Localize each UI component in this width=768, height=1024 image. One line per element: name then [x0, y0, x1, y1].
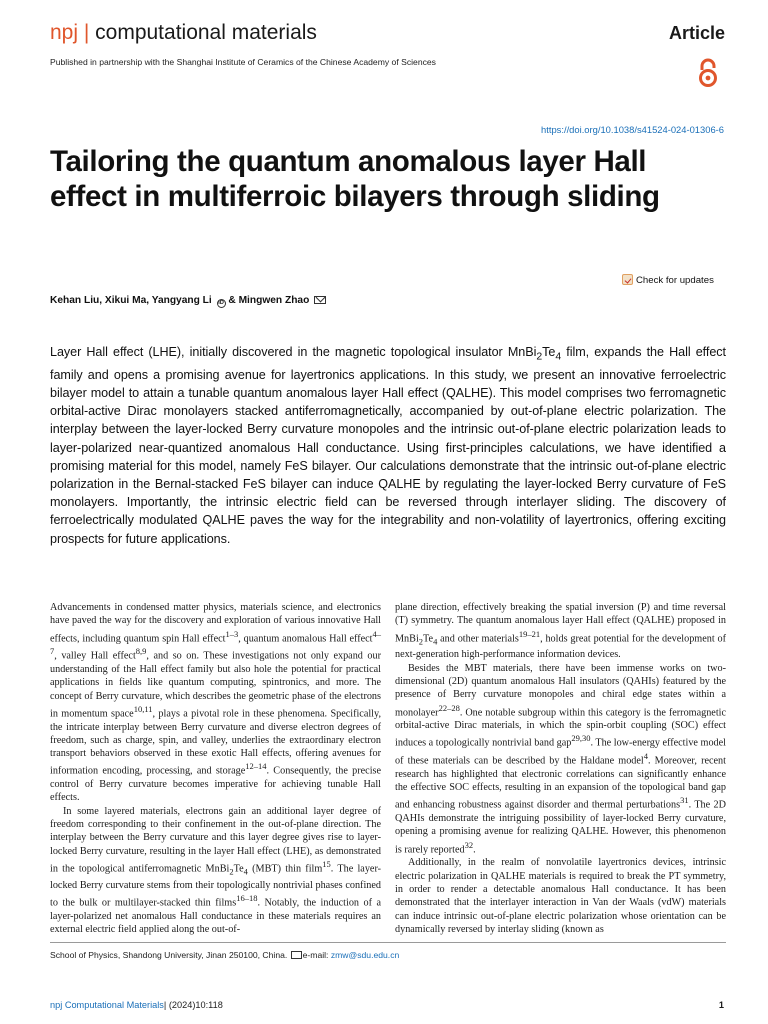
check-for-updates-label: Check for updates [636, 275, 714, 286]
page-footer [50, 1000, 223, 1010]
author-list [50, 295, 326, 308]
check-for-updates-icon [622, 274, 633, 285]
citation-ref[interactable]: 1–3 [225, 628, 239, 639]
abstract-text: Layer Hall effect (LHE), initially discovered in the magnetic topological insulator MnBi [50, 345, 537, 359]
footer-journal-link[interactable]: npj Computational Materials [50, 1000, 164, 1010]
orcid-icon[interactable]: iD [218, 300, 224, 306]
email-label: e-mail: [302, 950, 331, 960]
citation-ref[interactable]: 19–21 [518, 628, 541, 639]
citation-ref[interactable]: 22–28 [438, 702, 460, 713]
journal-header [50, 20, 725, 50]
journal-separator: | [78, 21, 96, 44]
body-paragraph: plane direction, effectively breaking the spatial inversion (P) and time reversal (T) symmetry. The quantum anomalous layer Hall effect (QALHE) proposed in $MnBi_2Te_4$ and other materials$^{19-21}$, holds great potential for the development of next-generation high-performance information devices. [395, 602, 726, 661]
email-icon[interactable] [314, 296, 326, 304]
body-paragraph: In some layered materials, electrons gain an additional layer degree of freedom corresponding to their confinement in the out-of-plane direction. The interplay between the Berry curvature and this layer degree gives rise to layer-locked Berry curvature, resulting in the layer Hall effect (LHE), as demonstrated in the topological antiferromagnetic $MnBi_2Te_4$ (MBT) thin film$^{15}$. The layer-locked Berry curvature stems from their topologically nontrivial phases confined to the bulk or multilayer-stacked thin films$^{16-18}$. Notably, the induction of a layer-polarized net anomalous Hall conductance in these materials requires an external electric field applied along the out-of- [50, 805, 382, 935]
article-title: Tailoring the quantum anomalous layer Hall effect in multiferroic bilayers through sliding [50, 145, 660, 213]
email-link[interactable]: zmw@sdu.edu.cn [330, 950, 400, 960]
body-paragraph: Additionally, in the realm of nonvolatile layertronics devices, intrinsic electric polarization in QALHE materials is required to break the PT symmetry, in order to render a detectable anomalous Hall conductance. It has been demonstrated that the interlayer interaction in Van der Waals (vdW) materials can induce intrinsic out-of-plane electric polarization whose orientation can be dynamically reversed by interlay sliding (known as [395, 857, 726, 935]
partnership-statement: Published in partnership with the Shanghai Institute of Ceramics of the Chinese Academy of Sciences [50, 57, 436, 67]
subscript: 2 [536, 350, 543, 363]
citation-ref[interactable]: 10,11 [133, 703, 153, 714]
footer-separator: | [163, 1000, 169, 1010]
journal-name[interactable] [50, 20, 317, 46]
npj-logo-text: npj [50, 21, 79, 44]
doi-link[interactable]: https://doi.org/10.1038/s41524-024-01306-6 [541, 124, 724, 135]
page-number: 1 [718, 1000, 724, 1010]
abstract-text: film, expands the Hall effect family and opens a promising avenue for layertronics applications. In this study, we present an innovative ferroelectric bilayer model to attain a tunable quantum anomalous layer Hall effect (QALHE). This model comprises two ferromagnetic orbital-active Dirac monolayers stacked antiferromagnetically, accompanied by out-of-plane electric polarization. The interplay between the layer-locked Berry curvature monopoles and the intrinsic out-of-plane electric polarization leads to layer-polarized near-quantized anomalous Hall conductance. Using first-principles calculations, we have identified a promising material for this model, namely FeS bilayer. Our calculations demonstrate that the intrinsic out-of-plane electric polarization in the Bernal-stacked FeS bilayer can induce QALHE by regulating the layer-locked Berry curvature of FeS monolayers. Importantly, the intrinsic electric field can be reversed through interlayer sliding. The discovery of ferroelectrically modulated QALHE paves the way for the integrability and non-volatility of layertronics, offering exciting prospects for future applications. [50, 345, 726, 546]
citation-ref[interactable]: 4 [643, 751, 648, 762]
citation-ref[interactable]: 12–14 [245, 761, 267, 772]
citation-ref[interactable]: 8,9 [135, 646, 147, 657]
body-column-left [50, 601, 381, 936]
citation-ref[interactable]: 4–7 [50, 628, 381, 657]
citation-ref[interactable]: 31 [680, 795, 689, 806]
citation-ref[interactable]: 29,30 [571, 733, 591, 744]
journal-title: computational materials [95, 21, 317, 44]
body-paragraph: Besides the MBT materials, there have been immense works on two-dimensional (2D) quantum anomalous Hall insulators (QAHIs) featured by the presence of Berry curvature monopoles and chiral edge states within a monolayer$^{22-28}$. One notable subgroup within this category is the ferromagnetic orbital-active Dirac materials, in which the spin-orbit coupling (SOC) effect induces a topologically nontrivial band gap$^{29,30}$. The low-energy effective model of these materials can be described by the Haldane model$^4$. Moreover, recent research has highlighted that electronic correlations can significantly enhance the effective SOC effects, resulting in an expansion of the topological band gap and enhancing robustness against disorder and thermal perturbations$^{31}$. The 2D QAHIs demonstrate the intriguing possibility of layer-locked Berry curvature, opening a promising avenue for realizing QALHE. However, this phenomenon is rarely reported$^{32}$. [395, 662, 726, 856]
footer-citation: (2024)10:118 [168, 1000, 223, 1010]
author-names-last[interactable]: & Mingwen Zhao [225, 295, 313, 306]
citation-ref[interactable]: 16–18 [236, 892, 258, 903]
citation-ref[interactable]: 32 [464, 839, 474, 850]
affiliation-divider [50, 942, 726, 943]
abstract-text: Te [542, 345, 556, 359]
subscript: 4 [555, 350, 562, 363]
article-type-label: Article [668, 23, 725, 43]
body-column-right [395, 601, 726, 936]
citation-ref[interactable]: 15 [322, 858, 331, 869]
author-names-first[interactable]: Kehan Liu, Xikui Ma, Yangyang Li [50, 295, 215, 306]
check-for-updates-button[interactable] [622, 274, 714, 286]
body-paragraph: Advancements in condensed matter physics, materials science, and electronics have paved the way for the discovery and exploration of various innovative Hall effects, including quantum spin Hall effect$^{1-3}$, quantum anomalous Hall effect$^{4-7}$, valley Hall effect$^{8,9}$, and so on. These investigations not only expand our understanding of the Hall effect family but also hole the potential for practical applications in fields like quantum computing, spintronics, and more. The concept of Berry curvature, which describes the geometric phase of the electrons in momentum space$^{10,11}$, plays a pivotal role in these phenomena. Specifically, the intricate interplay between Berry curvature and diverse electron degrees of freedom, such as charge, spin, and valley, underlies the extraordinary electron transport behaviors observed in these exotic Hall effects, offering avenues for information encoding, processing, and storage$^{12-14}$. Consequently, the precise control of Berry curvature becomes imperative for achieving tunable Hall effects. [50, 602, 382, 804]
affiliation [50, 950, 399, 960]
email-icon [291, 951, 302, 959]
open-access-icon[interactable] [697, 58, 719, 88]
affiliation-text: School of Physics, Shandong University, Jinan 250100, China. [50, 950, 290, 960]
abstract [50, 343, 726, 548]
